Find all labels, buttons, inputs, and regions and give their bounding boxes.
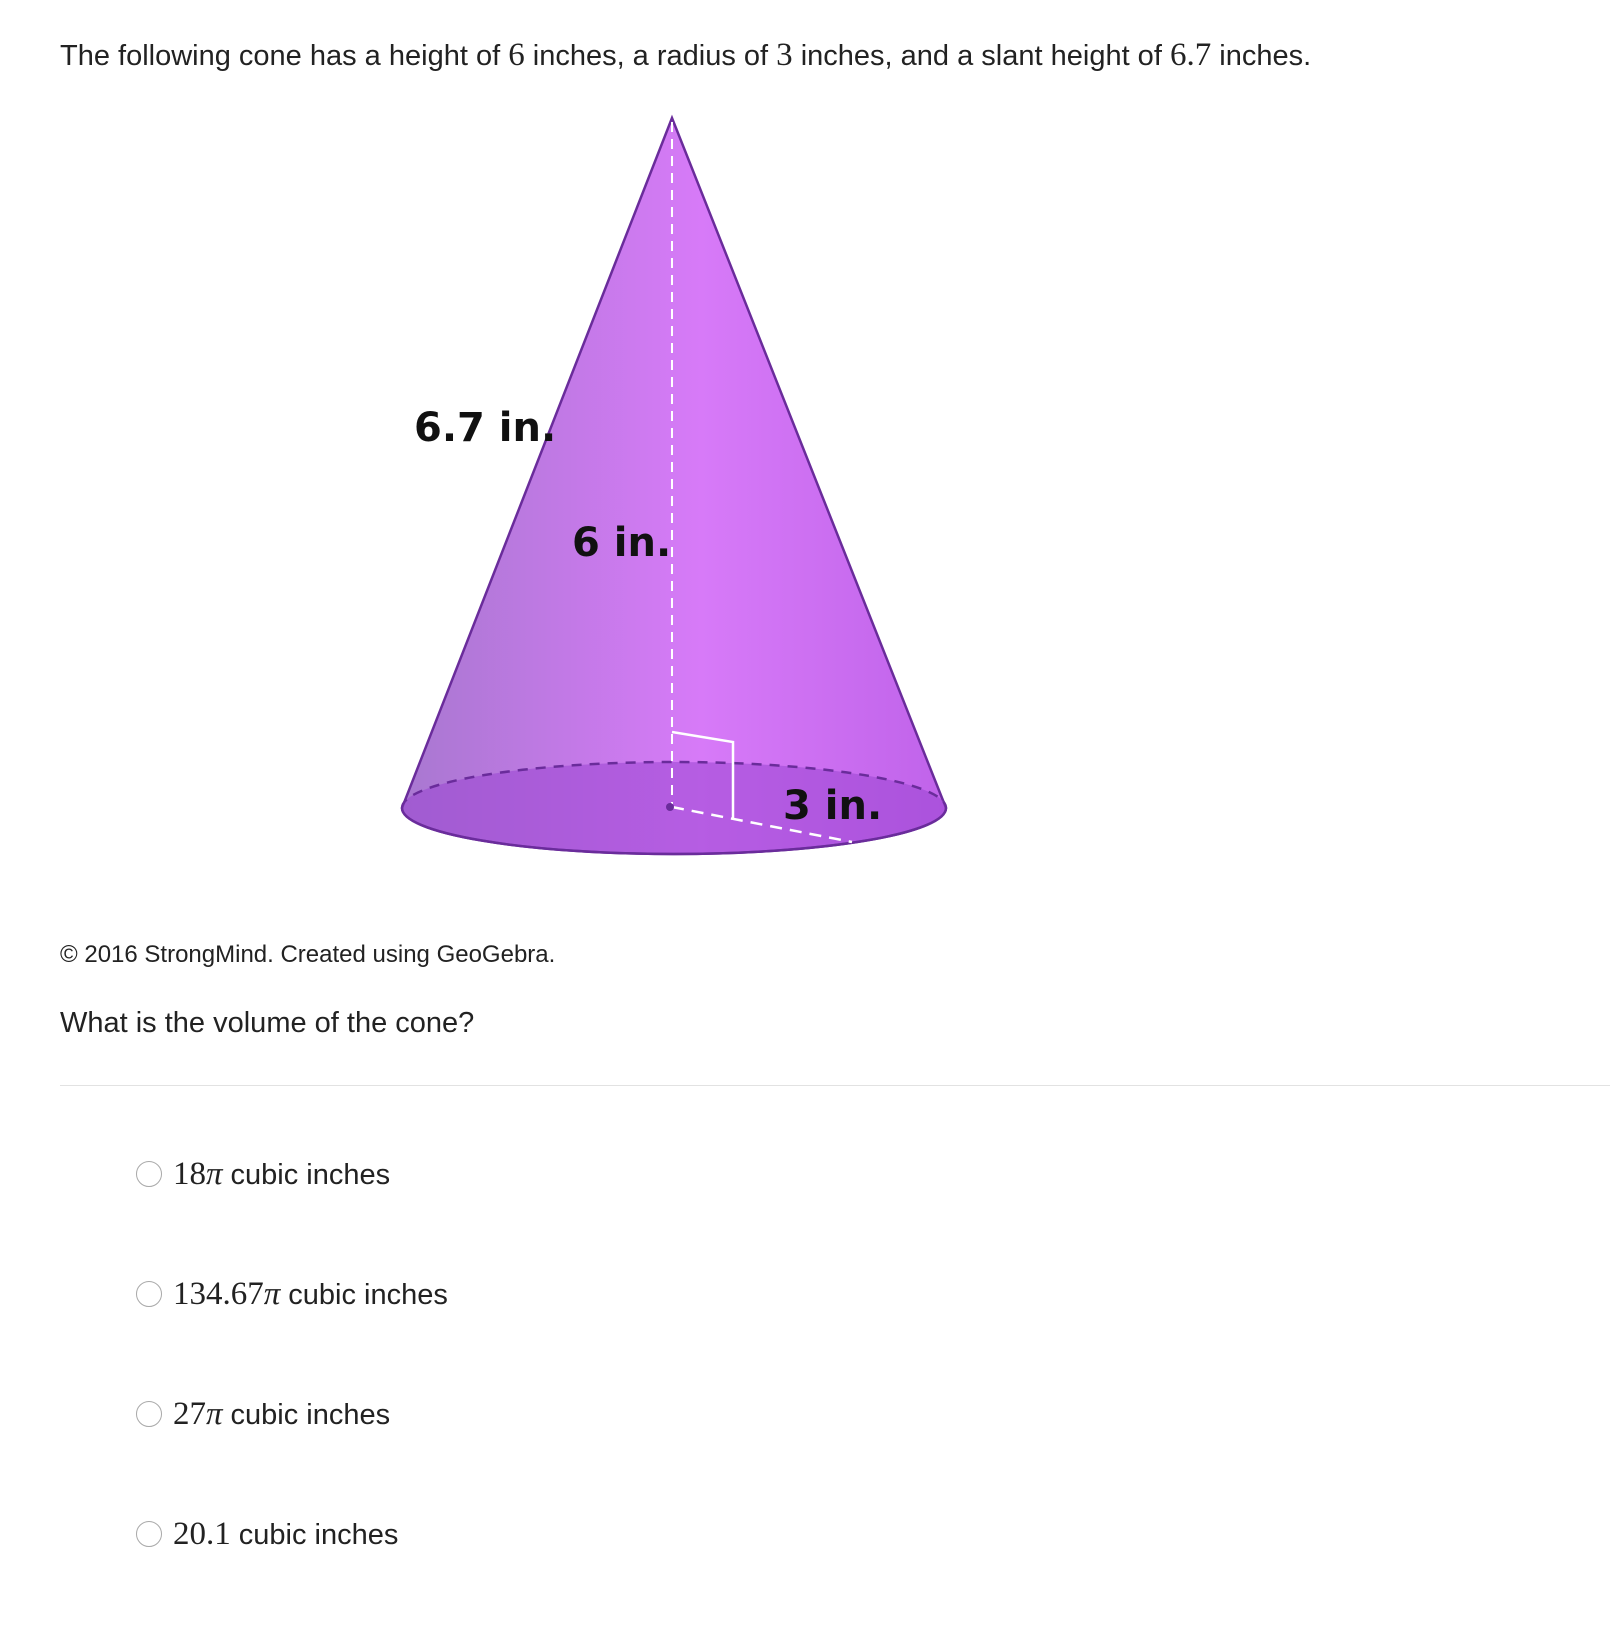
radio-button[interactable]: [136, 1281, 162, 1307]
height-label: 6 in.: [572, 520, 672, 566]
base-center-point: [666, 803, 674, 811]
radio-button[interactable]: [136, 1521, 162, 1547]
answer-value: 134.67: [173, 1275, 264, 1312]
problem-statement: [60, 32, 1311, 79]
image-credit: © 2016 StrongMind. Created using GeoGebra.: [60, 941, 556, 968]
prompt-text-1: The following cone has a height of: [60, 40, 509, 72]
slant-height-label: 6.7 in.: [414, 405, 557, 451]
prompt-text-2: inches, a radius of: [524, 40, 777, 72]
answer-option-1[interactable]: [136, 1148, 1336, 1200]
answer-label: [173, 1396, 390, 1433]
answer-label: [173, 1156, 390, 1193]
radius-label: 3 in.: [783, 783, 883, 829]
radio-button[interactable]: [136, 1401, 162, 1427]
answer-unit: cubic inches: [230, 1398, 391, 1431]
answer-label: [173, 1276, 448, 1313]
cone-figure: [380, 100, 1000, 900]
answer-unit: cubic inches: [230, 1158, 391, 1191]
pi-symbol: π: [206, 1155, 223, 1192]
answer-options: [136, 1148, 1336, 1628]
answer-option-3[interactable]: [136, 1388, 1336, 1440]
answer-label: [173, 1516, 398, 1553]
cone-surface: [402, 118, 946, 854]
answer-unit: cubic inches: [238, 1518, 399, 1551]
cone-diagram: [380, 100, 1000, 900]
radio-button[interactable]: [136, 1161, 162, 1187]
prompt-text-3: inches, and a slant height of: [792, 40, 1170, 72]
slant-height-value: 6.7: [1169, 37, 1212, 73]
pi-symbol: π: [206, 1395, 223, 1432]
answer-value: 27: [173, 1395, 206, 1432]
divider: [60, 1085, 1610, 1086]
height-value: 6: [508, 37, 525, 73]
radius-value: 3: [776, 37, 793, 73]
prompt-text-4: inches.: [1211, 40, 1312, 72]
answer-option-2[interactable]: [136, 1268, 1336, 1320]
answer-value: 20.1: [173, 1515, 231, 1552]
question-text: What is the volume of the cone?: [60, 1007, 475, 1039]
pi-symbol: π: [263, 1275, 281, 1312]
answer-value: 18: [173, 1155, 206, 1192]
answer-option-4[interactable]: [136, 1508, 1336, 1560]
answer-unit: cubic inches: [288, 1278, 448, 1311]
